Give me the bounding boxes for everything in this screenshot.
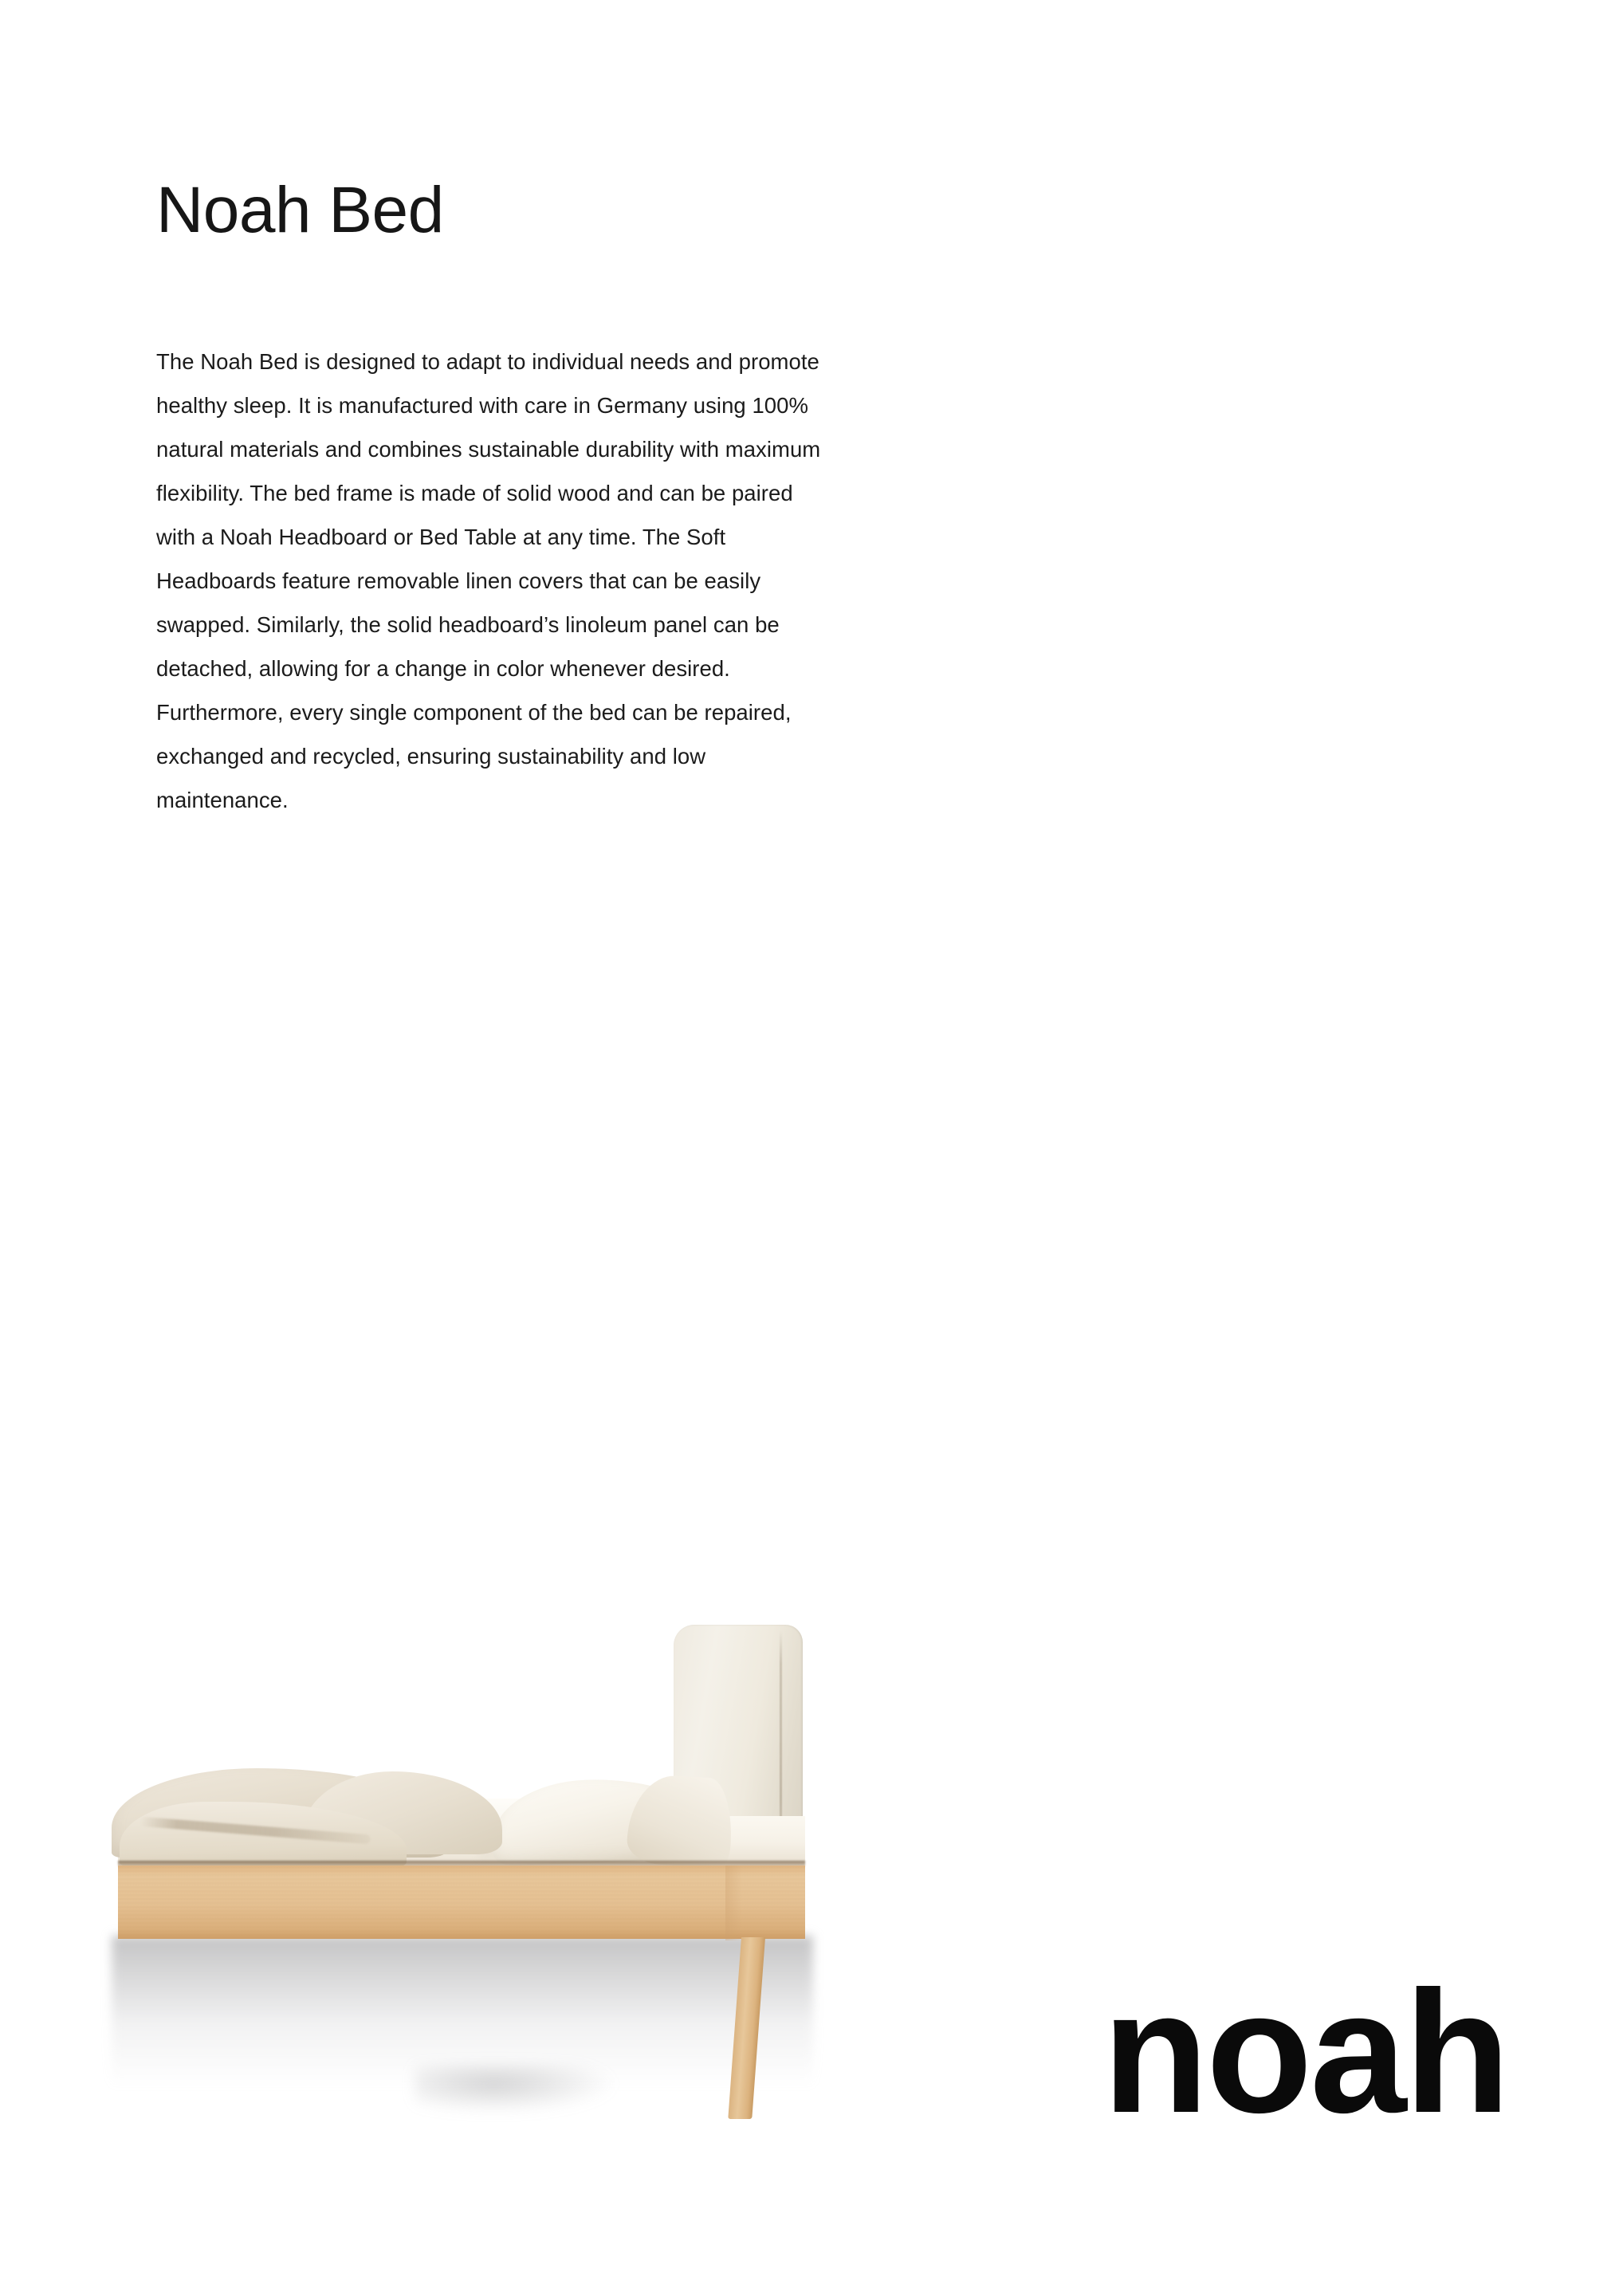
noah-logo: noah: [1102, 1956, 1508, 2149]
page-title: Noah Bed: [156, 173, 444, 246]
leg-joint: [725, 1866, 781, 1940]
product-photo: [0, 1563, 845, 2200]
leg-shadow: [415, 2065, 614, 2113]
product-description-paragraph: The Noah Bed is designed to adapt to individual needs and promote healthy sleep. It is manufactured with care in Germany using 100% natural materials and combines sustainable durability with maximum flexibility. The bed frame is made of solid wood and can be paired with a Noah Headboard or Bed Table at any time. The Soft Headboards feature removable linen covers that can be easily swapped. Similarly, the solid headboard’s linoleum panel can be detached, allowing for a change in color whenever desired. Furthermore, every single component of the bed can be repaired, exchanged and recycled, ensuring sustainability and low maintenance.: [156, 348, 821, 812]
wood-grain: [118, 1866, 805, 1939]
